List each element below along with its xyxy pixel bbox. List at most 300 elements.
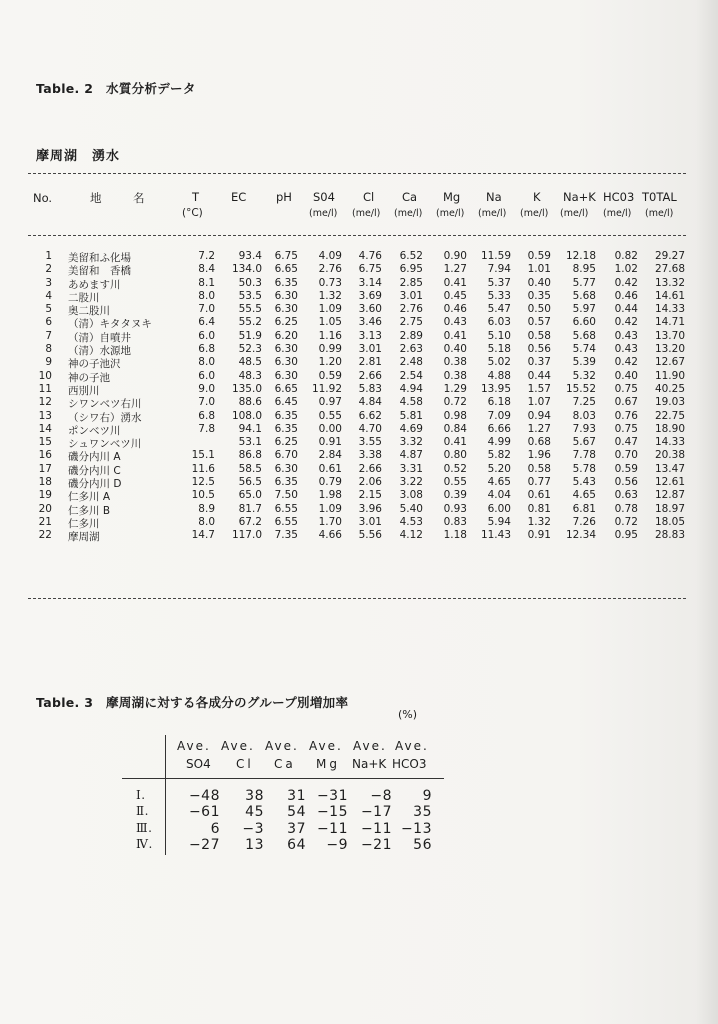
unit-na: (me/l): [478, 208, 507, 219]
cell-ca: 2.76: [399, 303, 423, 316]
cell-no: 18: [38, 476, 52, 489]
cell-cl: 3.69: [358, 289, 382, 302]
cell-cl: 3.01: [358, 515, 382, 528]
cell-na: 7.09: [487, 409, 511, 422]
cell-t: 7.2: [198, 250, 215, 262]
table-row: [0, 250, 718, 263]
cell-t: 9.0: [198, 382, 215, 395]
cell-nak: 4.65: [572, 489, 596, 502]
t3-ave-6: Ave.: [395, 739, 429, 753]
cell-cl: 2.66: [358, 462, 382, 475]
cell-ca: 2.54: [399, 369, 423, 382]
cell-total: 13.70: [654, 329, 685, 342]
cell-t: 8.9: [198, 502, 215, 515]
cell-no: 8: [45, 343, 52, 356]
cell-hco3: 0.42: [614, 276, 638, 289]
cell-ca: 4.94: [399, 382, 423, 395]
cell-no: 4: [45, 289, 52, 302]
cell-k: 0.68: [527, 436, 551, 449]
table2-title: Table. 2 水質分析データ: [36, 81, 196, 96]
cell-cl: 3.13: [358, 329, 382, 342]
cell-total: 18.05: [654, 515, 685, 528]
cell-cl: 5.83: [358, 382, 382, 395]
cell-name: シワンベツ右川: [68, 398, 142, 411]
t3-ave-5: Ave.: [353, 739, 387, 753]
cell-mg: 0.39: [443, 489, 467, 502]
cell-cl: 4.84: [358, 396, 382, 409]
cell-total: 12.61: [654, 476, 685, 489]
cell-v4: −11: [316, 820, 348, 837]
cell-no: 6: [45, 316, 52, 329]
cell-so4: 0.61: [318, 462, 342, 475]
cell-no: 20: [38, 502, 52, 515]
header-cl: Cl: [363, 190, 375, 204]
cell-so4: 0.97: [318, 396, 342, 409]
cell-ph: 6.30: [274, 369, 298, 382]
cell-mg: 0.93: [443, 502, 467, 515]
cell-nak: 7.25: [572, 396, 596, 409]
cell-na: 5.18: [487, 343, 511, 356]
cell-mg: 0.90: [443, 250, 467, 262]
cell-v5: −11: [360, 820, 392, 837]
cell-cl: 3.38: [358, 449, 382, 462]
cell-t: 6.8: [198, 409, 215, 422]
cell-mg: 0.98: [443, 409, 467, 422]
header-ca: Ca: [402, 190, 418, 204]
cell-hco3: 0.72: [614, 515, 638, 528]
cell-label: Ⅲ.: [136, 820, 153, 835]
cell-v3: 31: [287, 788, 306, 804]
cell-cl: 3.01: [358, 343, 382, 356]
cell-total: 11.90: [654, 369, 685, 382]
header-mg: Mg: [443, 190, 461, 204]
cell-total: 14.71: [654, 316, 685, 329]
cell-na: 5.02: [487, 356, 511, 369]
cell-cl: 2.06: [358, 476, 382, 489]
cell-na: 5.94: [487, 515, 511, 528]
cell-ca: 4.87: [399, 449, 423, 462]
cell-mg: 0.43: [443, 316, 467, 329]
table-row: [0, 804, 718, 820]
t3-col-nak: Na+K: [352, 757, 387, 771]
cell-cl: 6.62: [358, 409, 382, 422]
cell-no: 7: [45, 329, 52, 342]
table3-title: Table. 3 摩周湖に対する各成分のグループ別増加率: [36, 695, 349, 710]
cell-k: 0.58: [527, 329, 551, 342]
cell-nak: 8.95: [572, 263, 596, 276]
table2-header-rule: [28, 235, 686, 236]
cell-no: 17: [38, 462, 52, 475]
table3-body: [0, 788, 718, 853]
table-row: [0, 463, 718, 476]
cell-hco3: 0.46: [614, 289, 638, 302]
cell-ec: 58.5: [238, 462, 262, 475]
cell-ec: 53.5: [238, 289, 262, 302]
cell-hco3: 0.82: [614, 250, 638, 262]
cell-hco3: 0.75: [614, 422, 638, 435]
cell-ec: 48.3: [238, 369, 262, 382]
cell-k: 0.44: [527, 369, 551, 382]
table-row: [0, 396, 718, 409]
cell-v1: −48: [188, 788, 220, 804]
cell-k: 0.58: [527, 462, 551, 475]
cell-cl: 3.60: [358, 303, 382, 316]
cell-k: 1.07: [527, 396, 551, 409]
cell-hco3: 0.67: [614, 396, 638, 409]
t3-col-ca: Ca: [274, 757, 296, 771]
cell-no: 13: [38, 409, 52, 422]
cell-ca: 3.08: [399, 489, 423, 502]
cell-ph: 6.30: [274, 343, 298, 356]
cell-no: 1: [45, 250, 52, 262]
cell-nak: 7.93: [572, 422, 596, 435]
cell-na: 4.65: [487, 476, 511, 489]
cell-hco3: 0.42: [614, 316, 638, 329]
cell-cl: 3.55: [358, 436, 382, 449]
table-row: [0, 449, 718, 462]
cell-nak: 6.81: [572, 502, 596, 515]
cell-hco3: 0.70: [614, 449, 638, 462]
cell-v3: 64: [287, 836, 306, 853]
t3-ave-3: Ave.: [265, 739, 299, 753]
table2-subtitle: 摩周湖 湧水: [36, 149, 121, 164]
cell-hco3: 0.40: [614, 369, 638, 382]
cell-name: 美留和 香橋: [68, 265, 131, 278]
cell-cl: 3.96: [358, 502, 382, 515]
cell-nak: 5.78: [572, 462, 596, 475]
cell-na: 4.88: [487, 369, 511, 382]
cell-hco3: 0.63: [614, 489, 638, 502]
cell-t: 6.8: [198, 343, 215, 356]
cell-v4: −15: [316, 804, 348, 821]
cell-ph: 6.20: [274, 329, 298, 342]
table-row: [0, 343, 718, 356]
cell-so4: 1.09: [318, 303, 342, 316]
cell-total: 13.20: [654, 343, 685, 356]
cell-v2: −3: [242, 820, 264, 837]
cell-no: 2: [45, 263, 52, 276]
cell-v4: −9: [326, 836, 348, 853]
cell-k: 1.32: [527, 515, 551, 528]
cell-k: 0.37: [527, 356, 551, 369]
cell-hco3: 0.75: [614, 382, 638, 395]
cell-nak: 15.52: [565, 382, 596, 395]
cell-name: 神の子池: [68, 371, 110, 384]
cell-t: 11.6: [191, 462, 215, 475]
cell-name: ポンベツ川: [68, 424, 121, 437]
cell-ph: 6.30: [274, 303, 298, 316]
cell-ph: 6.55: [274, 502, 298, 515]
cell-name: 二股川: [68, 291, 100, 304]
cell-total: 19.03: [654, 396, 685, 409]
header-hco3: HC03: [603, 190, 635, 204]
cell-ca: 4.69: [399, 422, 423, 435]
cell-so4: 0.91: [318, 436, 342, 449]
table-row: [0, 330, 718, 343]
cell-name: 仁多川 B: [68, 504, 111, 517]
cell-hco3: 0.95: [614, 529, 638, 542]
cell-t: 8.0: [198, 289, 215, 302]
cell-so4: 1.32: [318, 289, 342, 302]
cell-t: 12.5: [191, 476, 215, 489]
table2-top-rule: [28, 173, 686, 174]
cell-nak: 12.18: [565, 250, 596, 262]
cell-nak: 5.68: [572, 289, 596, 302]
cell-mg: 0.72: [443, 396, 467, 409]
cell-na: 7.94: [487, 263, 511, 276]
cell-hco3: 0.56: [614, 476, 638, 489]
cell-ec: 52.3: [238, 343, 262, 356]
header-total: T0TAL: [642, 190, 677, 204]
cell-ca: 5.40: [399, 502, 423, 515]
table-row: [0, 821, 718, 837]
cell-ph: 7.50: [274, 489, 298, 502]
table-row: [0, 436, 718, 449]
cell-total: 22.75: [654, 409, 685, 422]
cell-mg: 0.52: [443, 462, 467, 475]
cell-ca: 2.89: [399, 329, 423, 342]
cell-t: 15.1: [191, 449, 215, 462]
cell-k: 1.96: [527, 449, 551, 462]
header-no: No.: [33, 191, 53, 205]
cell-k: 0.59: [527, 250, 551, 262]
cell-ca: 6.52: [399, 250, 423, 262]
cell-hco3: 0.43: [614, 343, 638, 356]
cell-na: 6.66: [487, 422, 511, 435]
cell-label: Ⅳ.: [136, 836, 153, 851]
cell-hco3: 0.59: [614, 462, 638, 475]
cell-label: Ⅰ.: [136, 788, 146, 802]
cell-no: 5: [45, 303, 52, 316]
table-row: [0, 370, 718, 383]
cell-ec: 50.3: [238, 276, 262, 289]
cell-no: 19: [38, 489, 52, 502]
cell-na: 6.18: [487, 396, 511, 409]
cell-v6: 56: [413, 836, 432, 853]
header-ph: pH: [276, 190, 292, 204]
cell-mg: 1.18: [443, 529, 467, 542]
t3-col-mg: Mg: [316, 757, 340, 771]
cell-so4: 2.76: [318, 263, 342, 276]
cell-na: 4.04: [487, 489, 511, 502]
cell-k: 0.56: [527, 343, 551, 356]
cell-so4: 1.16: [318, 329, 342, 342]
cell-no: 21: [38, 515, 52, 528]
cell-name: 神の子池沢: [68, 358, 121, 371]
table-row: [0, 356, 718, 369]
cell-name: 仁多川 A: [68, 491, 111, 504]
cell-t: 7.8: [198, 422, 215, 435]
table-row: [0, 277, 718, 290]
cell-t: 10.5: [191, 489, 215, 502]
cell-nak: 7.78: [572, 449, 596, 462]
cell-total: 14.33: [654, 436, 685, 449]
cell-ec: 51.9: [238, 329, 262, 342]
table-row: [0, 476, 718, 489]
cell-ca: 5.81: [399, 409, 423, 422]
cell-ec: 108.0: [231, 409, 262, 422]
cell-mg: 0.38: [443, 369, 467, 382]
cell-so4: 4.66: [318, 529, 342, 542]
cell-name: （清）キタタヌキ: [68, 318, 152, 331]
cell-label: Ⅱ.: [136, 804, 149, 819]
cell-ec: 88.6: [238, 396, 262, 409]
header-t-unit: (°C): [182, 207, 203, 219]
cell-total: 29.27: [654, 250, 685, 262]
cell-t: 8.4: [198, 263, 215, 276]
table-row: [0, 503, 718, 516]
cell-so4: 1.09: [318, 502, 342, 515]
cell-so4: 0.59: [318, 369, 342, 382]
cell-v6: 35: [413, 804, 432, 821]
cell-v1: −61: [188, 804, 220, 821]
cell-ec: 94.1: [238, 422, 262, 435]
cell-ph: 6.35: [274, 409, 298, 422]
cell-name: （清）水源地: [68, 345, 131, 358]
table-row: [0, 529, 718, 542]
cell-ec: 67.2: [238, 515, 262, 528]
cell-t: 8.0: [198, 356, 215, 369]
cell-ph: 6.30: [274, 289, 298, 302]
cell-ph: 6.35: [274, 422, 298, 435]
cell-na: 5.37: [487, 276, 511, 289]
table-row: [0, 423, 718, 436]
cell-v5: −21: [360, 836, 392, 853]
cell-ca: 3.32: [399, 436, 423, 449]
cell-hco3: 0.78: [614, 502, 638, 515]
t3-col-hco3: HCO3: [392, 757, 427, 771]
cell-nak: 5.39: [572, 356, 596, 369]
cell-nak: 5.32: [572, 369, 596, 382]
header-name: 地 名: [90, 191, 155, 205]
cell-ca: 6.95: [399, 263, 423, 276]
cell-v5: −8: [370, 788, 392, 804]
table-row: [0, 788, 718, 804]
cell-ec: 81.7: [238, 502, 262, 515]
cell-name: 磯分内川 D: [68, 478, 122, 491]
t3-col-cl: Cl: [236, 757, 254, 771]
cell-nak: 5.68: [572, 329, 596, 342]
cell-ph: 6.25: [274, 316, 298, 329]
cell-nak: 5.97: [572, 303, 596, 316]
cell-so4: 0.99: [318, 343, 342, 356]
cell-total: 14.61: [654, 289, 685, 302]
cell-ph: 6.70: [274, 449, 298, 462]
table-row: [0, 316, 718, 329]
cell-name: シュワンベツ川: [68, 438, 142, 451]
cell-k: 0.81: [527, 502, 551, 515]
cell-mg: 0.41: [443, 276, 467, 289]
cell-name: 摩周湖: [68, 531, 100, 544]
unit-ca: (me/l): [394, 208, 423, 219]
cell-ph: 6.35: [274, 276, 298, 289]
cell-v1: 6: [210, 820, 220, 837]
cell-ca: 4.58: [399, 396, 423, 409]
cell-na: 13.95: [480, 382, 511, 395]
cell-v2: 13: [245, 836, 264, 853]
cell-na: 5.47: [487, 303, 511, 316]
cell-ca: 2.63: [399, 343, 423, 356]
cell-hco3: 0.44: [614, 303, 638, 316]
cell-total: 13.32: [654, 276, 685, 289]
table-row: [0, 489, 718, 502]
cell-total: 14.33: [654, 303, 685, 316]
cell-ph: 6.30: [274, 356, 298, 369]
cell-so4: 4.09: [318, 250, 342, 262]
cell-v3: 37: [287, 820, 306, 837]
cell-k: 0.61: [527, 489, 551, 502]
cell-k: 0.35: [527, 289, 551, 302]
cell-na: 4.99: [487, 436, 511, 449]
unit-k: (me/l): [520, 208, 549, 219]
cell-t: 6.0: [198, 369, 215, 382]
cell-mg: 0.41: [443, 436, 467, 449]
table3-horizontal-rule: [122, 778, 444, 779]
cell-total: 12.87: [654, 489, 685, 502]
cell-name: あめます川: [68, 278, 121, 291]
header-so4: S04: [313, 190, 335, 204]
cell-ph: 6.25: [274, 436, 298, 449]
cell-ph: 6.75: [274, 250, 298, 262]
cell-na: 6.00: [487, 502, 511, 515]
cell-ph: 6.45: [274, 396, 298, 409]
unit-nak: (me/l): [560, 208, 589, 219]
cell-v3: 54: [287, 804, 306, 821]
cell-no: 12: [38, 396, 52, 409]
cell-ca: 3.01: [399, 289, 423, 302]
cell-ca: 4.53: [399, 515, 423, 528]
cell-mg: 1.29: [443, 382, 467, 395]
cell-t: 6.0: [198, 329, 215, 342]
cell-k: 1.57: [527, 382, 551, 395]
unit-hco3: (me/l): [603, 208, 632, 219]
cell-cl: 4.76: [358, 250, 382, 262]
cell-no: 11: [38, 382, 52, 395]
cell-name: （清）自噴井: [68, 331, 131, 344]
unit-so4: (me/l): [309, 208, 338, 219]
table-row: [0, 410, 718, 423]
cell-t: 7.0: [198, 303, 215, 316]
cell-mg: 0.55: [443, 476, 467, 489]
table-row: [0, 837, 718, 853]
cell-v1: −27: [188, 836, 220, 853]
cell-t: 6.4: [198, 316, 215, 329]
cell-cl: 4.70: [358, 422, 382, 435]
header-k: K: [533, 190, 541, 204]
cell-name: 美留和ふ化場: [68, 252, 131, 264]
table-row: [0, 263, 718, 276]
cell-mg: 0.41: [443, 329, 467, 342]
cell-ca: 4.12: [399, 529, 423, 542]
cell-v2: 38: [245, 788, 264, 804]
cell-k: 0.94: [527, 409, 551, 422]
cell-ec: 134.0: [231, 263, 262, 276]
cell-total: 27.68: [654, 263, 685, 276]
table-row: [0, 383, 718, 396]
cell-ec: 55.5: [238, 303, 262, 316]
cell-k: 0.77: [527, 476, 551, 489]
table3-unit: (%): [398, 708, 418, 721]
cell-so4: 0.55: [318, 409, 342, 422]
cell-na: 6.03: [487, 316, 511, 329]
cell-nak: 8.03: [572, 409, 596, 422]
cell-name: （シワ右）湧水: [68, 411, 142, 424]
cell-nak: 7.26: [572, 515, 596, 528]
cell-cl: 3.46: [358, 316, 382, 329]
cell-t: 7.0: [198, 396, 215, 409]
cell-mg: 1.27: [443, 263, 467, 276]
cell-nak: 12.34: [565, 529, 596, 542]
